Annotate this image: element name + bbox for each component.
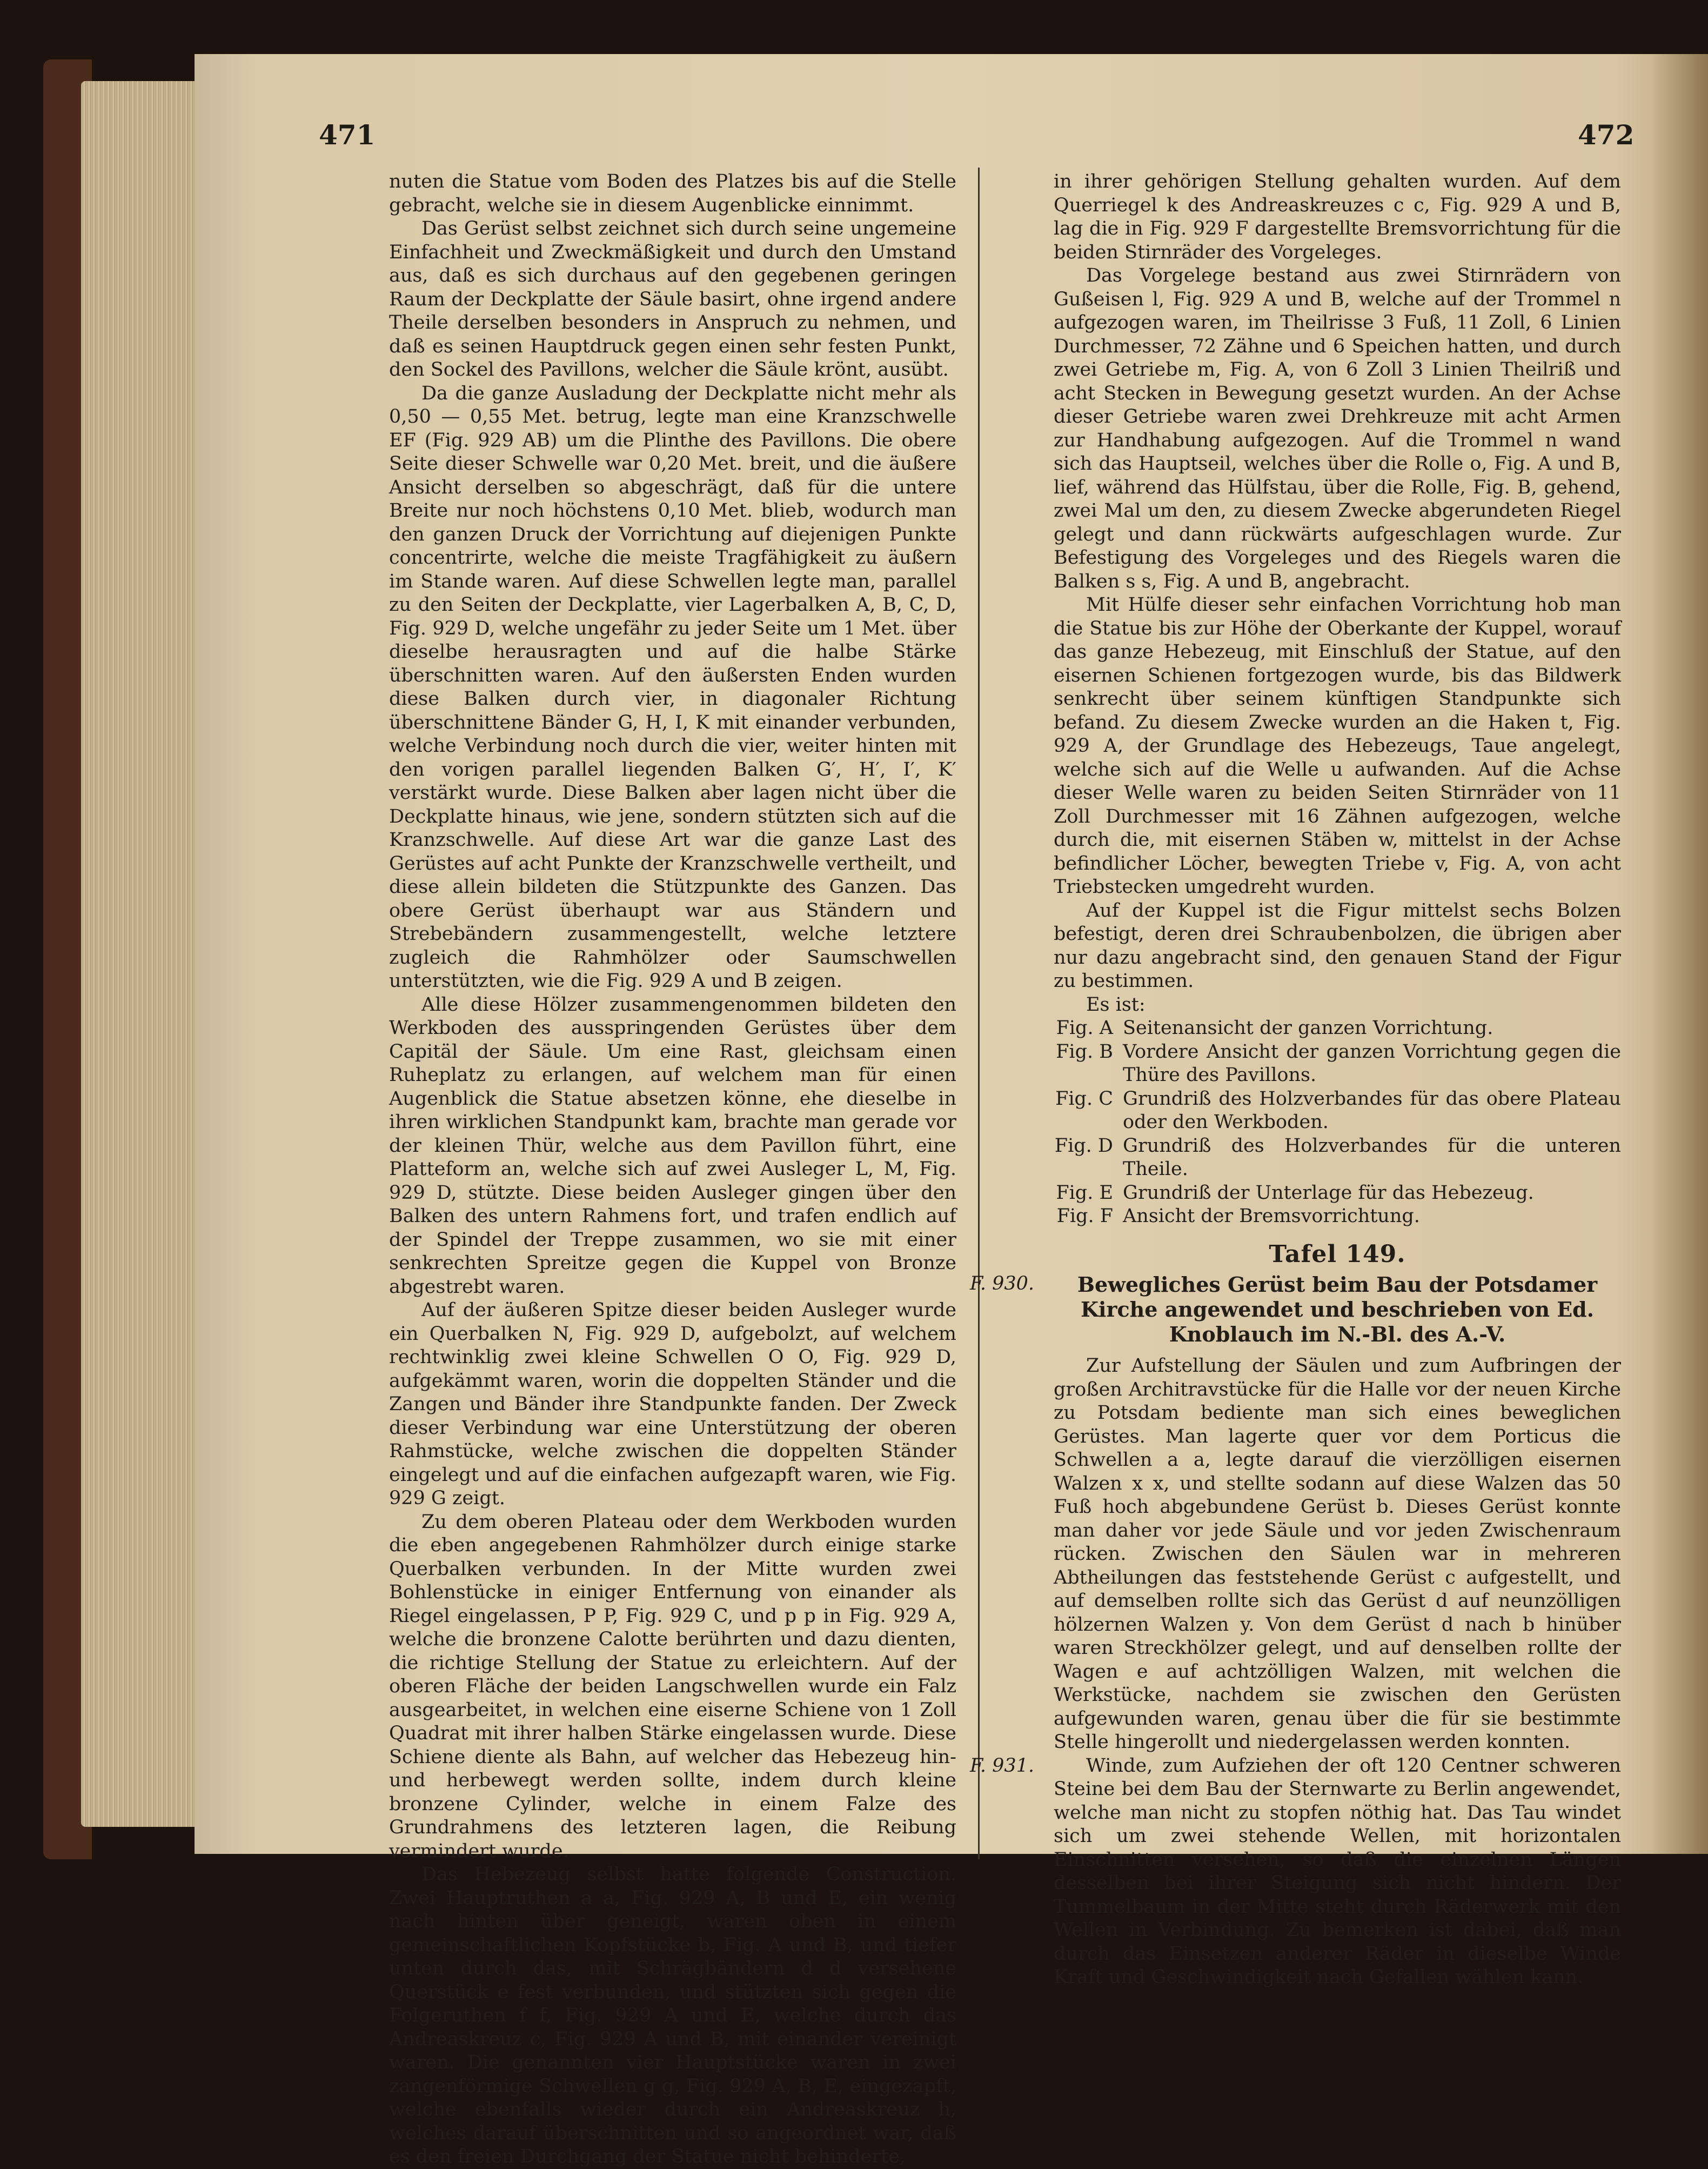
figure-list-item xyxy=(1054,1087,1621,1134)
figure-list-item xyxy=(1054,1017,1621,1040)
paragraph: Alle diese Hölzer zusammengenommen bildeten den Werkboden des ausspringenden Gerüstes über dem Capitäl der Säule. Um eine Rast, gleichsam einen Ruheplatz zu erlangen, auf welchem man für einen Augenblick die Statue absetzen könne, ehe dieselbe in ihren wirklichen Standpunkt kam, brachte man gerade vor der kleinen Thür, welche aus dem Pavillon führt, eine Platteform an, welche sich auf zwei Ausleger L, M, Fig. 929 D, stützte. Diese beiden Ausleger gingen über den Balken des untern Rahmens fort, und trafen endlich auf der Spindel der Treppe zusammen, wo sie mit einer senkrechten Spreitze gegen die Kuppel von Bronze abgestrebt waren. xyxy=(389,993,956,1298)
paragraph: Auf der äußeren Spitze dieser beiden Ausleger wurde ein Querbalken N, Fig. 929 D, aufgebolzt, auf welchem rechtwinklig zwei kleine Schwellen O O, Fig. 929 D, aufgekämmt waren, worin die doppelten Ständer und die Zangen und Bänder ihre Standpunkte fanden. Der Zweck dieser Verbindung war eine Unterstützung der oberen Rahmstücke, welche zwischen die doppelten Ständer eingelegt und auf die einfachen aufgezapft waren, wie Fig. 929 G zeigt. xyxy=(389,1299,956,1509)
right-page-shadow xyxy=(1653,54,1708,1854)
entry-title: Bewegliches Gerüst beim Bau der Potsdamer Kirche angewendet und beschrieben von Ed. Knoblauch im N.-Bl. des A.-V. xyxy=(1077,1272,1598,1346)
column-divider xyxy=(978,168,980,1859)
paragraph: Es ist: xyxy=(1086,993,1146,1016)
paragraph: nuten die Statue vom Boden des Platzes bis auf die Stelle gebracht, welche sie in diesem Augenblicke einnimmt. xyxy=(389,171,956,216)
paragraph: Zu dem oberen Plateau oder dem Werkboden wurden die eben angegebenen Rahmhölzer durch einige starke Querbalken verbunden. In der Mitte wurden zwei Bohlenstücke in einiger Entfernung von einander als Riegel eingelassen, P P, Fig. 929 C, und p p in Fig. 929 A, welche die bronzene Calotte berührten und dazu dienten, die richtige Stellung der Statue zu erleichtern. Auf der oberen Fläche der beiden Langschwellen wurde ein Falz ausgearbeitet, in welchen eine eiserne Schiene von 1 Zoll Quadrat mit ihrer halben Stärke eingelassen wurde. Diese Schiene diente als Bahn, auf welcher das Hebezeug hin- und herbewegt werden sollte, indem durch kleine bronzene Cylinder, welche in einem Falze des Grundrahmens des letzteren lagen, die Reibung vermindert wurde. xyxy=(389,1511,956,1862)
paragraph: Das Hebezeug selbst hatte folgende Construction. Zwei Hauptruthen a a, Fig. 929 A, B und E, ein wenig nach hinten über geneigt, waren oben in einem gemeinschaftlichen Kopfstücke b, Fig. A und B, und tiefer unten durch das, mit Schrägbändern d d versehene Querstück e fest verbunden, und stützten sich gegen die Folgeruthen f f, Fig. 929 A und E, welche durch das Andreaskreuz c, Fig. 929 A und B, mit einander vereinigt waren. Die genannten vier Hauptstücke waren in zwei zangenförmige Schwellen g g, Fig. 929 A, B, E, eingezapft, welche ebenfalls wieder durch ein Andreaskreuz h, welches darauf überschnitten und so angeordnet war, daß es den freien Durchgang der Statue nicht behinderte, xyxy=(389,1864,956,2167)
paragraph: in ihrer gehörigen Stellung gehalten wurden. Auf dem Querriegel k des Andreaskreuzes c c, Fig. 929 A und B, lag die in Fig. 929 F dargestellte Bremsvorrichtung für die beiden Stirnräder des Vorgeleges. xyxy=(1054,171,1621,263)
entry-marker: F. 931. xyxy=(970,1754,1035,1777)
figure-list xyxy=(1054,1017,1621,1229)
section-heading: Tafel 149. xyxy=(1269,1240,1406,1268)
entry-text: Winde, zum Aufziehen der oft 120 Centner schweren Steine bei dem Bau der Sternwarte zu Berlin angewendet, welche man nicht zu stopfen nöthig hat. Das Tau windet sich um zwei stehende Wellen, mit horizontalen Einschnitten versehen, so daß die einzelnen Längen desselben bei ihrer Steigung sich nicht hindern. Der Tummelbaum in der Mitte steht durch Räderwerk mit den Wellen in Verbindung. Zu bemerken ist dabei, daß man durch das Einsetzen anderer Räder in dieselbe Winde Kraft und Geschwindigkeit nach Gefallen wählen kann. xyxy=(1054,1754,1621,1988)
figure-description: Grundriß der Unterlage für das Hebezeug. xyxy=(1123,1182,1534,1204)
figure-list-item xyxy=(1054,1040,1621,1087)
page-stack-edge xyxy=(81,81,205,1827)
paragraph: Das Gerüst selbst zeichnet sich durch seine ungemeine Einfachheit und Zweckmäßigkeit und durch den Umstand aus, daß es sich durchaus auf den gegebenen geringen Raum der Deckplatte der Säule basirt, ohne irgend andere Theile derselben besonders in Anspruch zu nehmen, und daß es seinen Hauptdruck gegen einen sehr festen Punkt, den Sockel des Pavillons, welcher die Säule krönt, ausübt. xyxy=(389,218,956,381)
entry-marker: F. 930. xyxy=(970,1273,1035,1294)
paragraph: Da die ganze Ausladung der Deckplatte nicht mehr als 0,50 — 0,55 Met. betrug, legte man eine Kranzschwelle EF (Fig. 929 AB) um die Plinthe des Pavillons. Die obere Seite dieser Schwelle war 0,20 Met. breit, und die äußere Ansicht derselben so abgeschrägt, daß für die untere Breite nur noch höchstens 0,10 Met. blieb, wodurch man den ganzen Druck der Vorrichtung auf diejenigen Punkte concentrirte, welche die meiste Tragfähigkeit zu äußern im Stande waren. Auf diese Schwellen legte man, parallel zu den Seiten der Deckplatte, vier Lagerbalken A, B, C, D, Fig. 929 D, welche ungefähr zu jeder Seite um 1 Met. über dieselbe herausragten und auf die halbe Stärke überschnitten waren. Auf den äußersten Enden wurden diese Balken durch vier, in diagonaler Richtung überschnittene Bänder G, H, I, K mit einander verbunden, welche Verbindung noch durch die vier, weiter hinten mit den vorigen parallel liegenden Balken G′, H′, I′, K′ verstärkt wurde. Diese Balken aber lagen nicht über die Deckplatte hinaus, wie jene, sondern stützten sich auf die Kranzschwelle. Auf diese Art war die ganze Last des Gerüstes auf acht Punkte der Kranzschwelle vertheilt, und diese allein bildeten die Stützpunkte des Ganzen. Das obere Gerüst überhaupt war aus Ständern und Strebebändern zusammengestellt, welche letztere zugleich die Rahmhölzer oder Saumschwellen unterstützten, wie die Fig. 929 A und B zeigen. xyxy=(389,382,956,992)
figure-description: Vordere Ansicht der ganzen Vorrichtung gegen die Thüre des Pavillons. xyxy=(1123,1040,1621,1086)
figure-description: Ansicht der Bremsvorrichtung. xyxy=(1123,1205,1420,1227)
figure-label: Fig. D xyxy=(1054,1134,1113,1157)
paragraph: Mit Hülfe dieser sehr einfachen Vorrichtung hob man die Statue bis zur Höhe der Oberkante der Kuppel, worauf das ganze Hebezeug, mit Einschluß der Statue, auf den eisernen Schienen fortgezogen wurde, bis das Bildwerk senkrecht über seinem künftigen Standpunkte sich befand. Zu diesem Zwecke wurden an die Haken t, Fig. 929 A, der Grundlage des Hebezeugs, Taue angelegt, welche sich auf die Welle u aufwanden. Auf die Achse dieser Welle waren zu beiden Seiten Stirnräder von 11 Zoll Durchmesser mit 16 Zähnen aufgezogen, welche durch die, mit eisernen Stäben w, mittelst in der Achse befindlicher Löcher, bewegten Triebe v, Fig. A, von acht Triebstecken umgedreht wurden. xyxy=(1054,594,1621,898)
paragraph: Das Vorgelege bestand aus zwei Stirnrädern von Gußeisen l, Fig. 929 A und B, welche auf der Trommel n aufgezogen waren, im Theilrisse 3 Fuß, 11 Zoll, 6 Linien Durchmesser, 72 Zähne und 6 Speichen hatten, und durch zwei Getriebe m, Fig. A, von 6 Zoll 3 Linien Theilriß und acht Stecken in Bewegung gesetzt wurden. An der Achse dieser Getriebe waren zwei Drehkreuze mit acht Armen zur Handhabung aufgezogen. Auf die Trommel n wand sich das Hauptseil, welches über die Rolle o, Fig. A und B, lief, während das Hülfstau, über die Rolle, Fig. B, gehend, zwei Mal um den, zu diesem Zwecke abgerundeten Riegel gelegt und dann rückwärts aufgeschlagen wurde. Zur Befestigung des Vorgeleges und des Riegels waren die Balken s s, Fig. A und B, angebracht. xyxy=(1054,265,1621,592)
figure-list-item xyxy=(1054,1205,1621,1229)
book-spread xyxy=(195,54,1708,2167)
entry-text: Zur Aufstellung der Säulen und zum Aufbringen der großen Architravstücke für die Halle vor der neuen Kirche zu Potsdam bediente man sich eines beweglichen Gerüstes. Man lagerte quer vor dem Porticus die Schwellen a a, legte darauf die vierzölligen eisernen Walzen x x, und stellte sodann auf diese Walzen das 50 Fuß hoch abgebundene Gerüst b. Dieses Gerüst konnte man daher vor jede Säule und vor jeden Zwischenraum rücken. Zwischen den Säulen war in mehreren Abtheilungen das feststehende Gerüst c aufgestellt, und auf demselben rollte sich das Gerüst d auf neunzölligen hölzernen Walzen y. Von dem Gerüst d nach b hinüber waren Streckhölzer gelegt, und auf denselben rollte der Wagen e auf achtzölligen Walzen, mit welchen die Werkstücke, nachdem sie zwischen den Gerüsten aufgewunden waren, genau über die für sie bestimmte Stelle hingerollt und niedergelassen werden konnten. xyxy=(1054,1355,1621,1753)
figure-label: Fig. B xyxy=(1056,1040,1113,1063)
left-column xyxy=(389,170,956,2169)
figure-label: Fig. E xyxy=(1056,1182,1113,1204)
figure-description: Seitenansicht der ganzen Vorrichtung. xyxy=(1123,1017,1493,1039)
paragraph: Auf der Kuppel ist die Figur mittelst sechs Bolzen befestigt, deren drei Schraubenbolzen, die übrigen aber nur dazu angebracht sind, den genauen Stand der Figur zu bestimmen. xyxy=(1054,899,1621,992)
right-column xyxy=(970,170,1621,1990)
figure-label: Fig. F xyxy=(1056,1205,1113,1227)
figure-label: Fig. A xyxy=(1056,1017,1113,1039)
page-number-right: 472 xyxy=(1578,119,1635,151)
page-number-left: 471 xyxy=(319,119,376,151)
figure-entry xyxy=(970,1272,1621,1754)
figure-description: Grundriß des Holzverbandes für das obere Plateau oder den Werkboden. xyxy=(1123,1087,1621,1133)
figure-list-item xyxy=(1054,1182,1621,1205)
figure-entry xyxy=(970,1754,1621,1990)
figure-list-item xyxy=(1054,1134,1621,1182)
figure-description: Grundriß des Holzverbandes für die unteren Theile. xyxy=(1123,1134,1621,1180)
figure-label: Fig. C xyxy=(1055,1087,1113,1110)
